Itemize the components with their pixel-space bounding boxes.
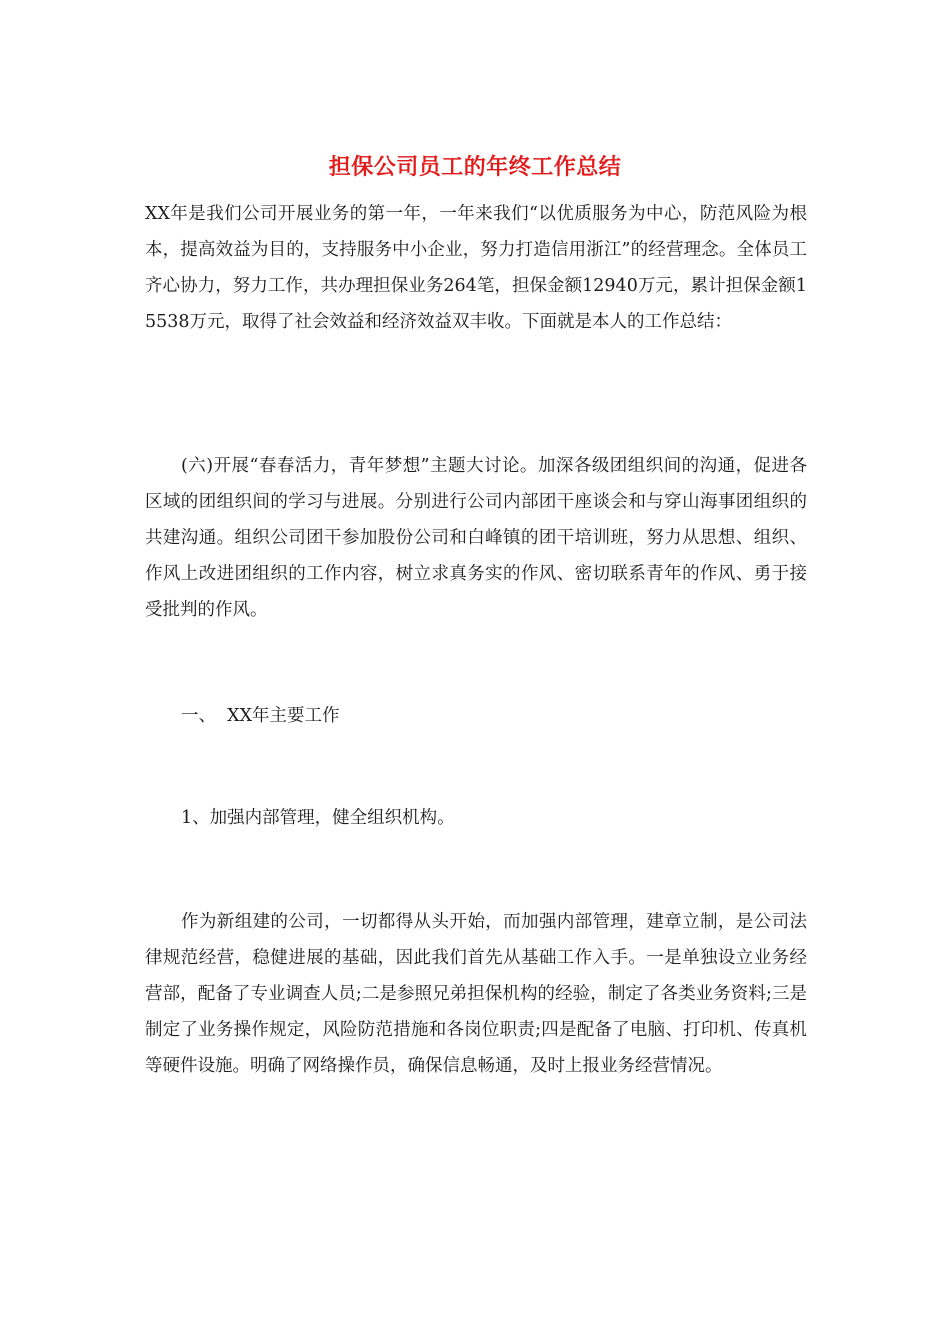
document-title: 担保公司员工的年终工作总结 [328, 155, 622, 180]
intro-paragraph: XX年是我们公司开展业务的第一年，一年来我们“以优质服务为中心，防范风险为根本，提高效益为目的，支持服务中小企业，努力打造信用浙江”的经营理念。全体员工齐心协力，努力工作，共办理担保业务264笔，担保金额12940万元，累计担保金额15538万元，取得了社会效益和经济效益双丰收。下面就是本人的工作总结： [145, 204, 807, 332]
work-paragraph: 作为新组建的公司，一切都得从头开始，而加强内部管理，建章立制，是公司法律规范经营，稳健进展的基础，因此我们首先从基础工作入手。一是单独设立业务经营部，配备了专业调查人员;二是参照兄弟担保机构的经验，制定了各类业务资料;三是制定了业务操作规定，风险防范措施和各岗位职责;四是配备了电脑、打印机、传真机等硬件设施。明确了网络操作员，确保信息畅通，及时上报业务经营情况。 [145, 912, 807, 1076]
section-heading-main: 一、 XX年主要工作 [181, 706, 340, 726]
subsection-heading: 1、加强内部管理，健全组织机构。 [181, 808, 455, 828]
section-six-paragraph: (六)开展“春春活力，青年梦想”主题大讨论。加深各级团组织间的沟通，促进各区域的团组织间的学习与进展。分别进行公司内部团干座谈会和与穿山海事团组织的共建沟通。组织公司团干参加股份公司和白峰镇的团干培训班，努力从思想、组织、作风上改进团组织的工作内容，树立求真务实的作风、密切联系青年的作风、勇于接受批判的作风。 [145, 456, 807, 620]
